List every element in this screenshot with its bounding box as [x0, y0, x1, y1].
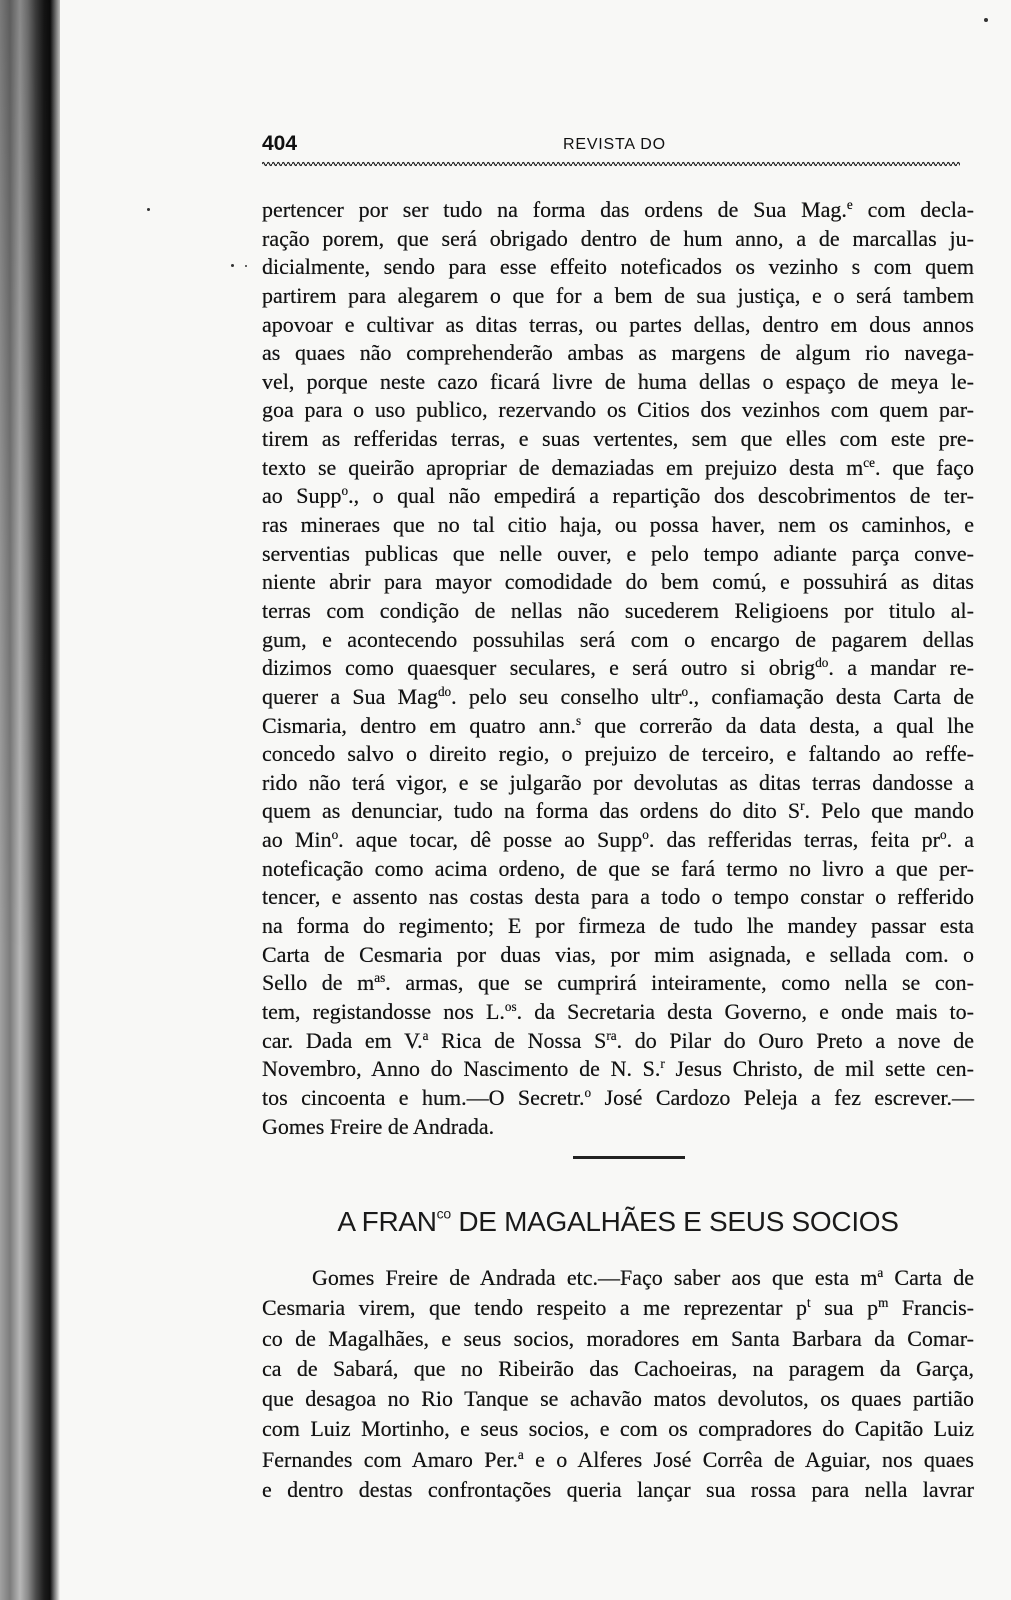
text-line [262, 196, 974, 225]
text-run: partirem para alegarem o que for a bem de sua justiça, e o será tambem [262, 282, 974, 308]
text-run: ração porem, que será obrigado dentro de hum anno, a de marcallas ju- [262, 225, 974, 251]
text-run: . que faço [874, 454, 974, 480]
superscript-abbreviation: o [642, 827, 649, 843]
superscript-abbreviation: os [504, 999, 517, 1015]
text-run: na forma do regimento; E por firmeza de tudo lhe mandey passar esta [262, 913, 974, 939]
text-line [262, 253, 974, 282]
text-run: Jesus Christo, de mil sette cen- [664, 1056, 974, 1082]
text-line [262, 1263, 974, 1293]
text-run: pertencer por ser tudo na forma das ordens de Sua Mag. [262, 197, 847, 222]
superscript-abbreviation: do [437, 683, 452, 699]
text-line [262, 855, 974, 884]
superscript-abbreviation: ce [863, 454, 875, 470]
text-line [262, 1324, 974, 1354]
scan-speck [984, 18, 988, 22]
text-line [262, 1055, 974, 1084]
text-run: . do Pilar do Ouro Preto a nove de [616, 1027, 975, 1053]
text-run: . a mandar re- [828, 655, 975, 681]
paragraph-1 [262, 196, 974, 1141]
text-run: serventias publicas que nelle ouver, e pelo tempo adiante parça conve- [262, 540, 974, 566]
text-run: Carta de [883, 1265, 974, 1290]
text-line [262, 540, 974, 569]
superscript-abbreviation: o [584, 1084, 592, 1100]
text-run: tirem as refferidas terras, e suas vertentes, sem que elles com este pre- [262, 426, 974, 452]
text-line [262, 339, 974, 368]
text-line [262, 282, 974, 311]
text-run: dicialmente, sendo para esse effeito noteficados os vezinho s com quem [262, 254, 974, 280]
text-run: rido não terá vigor, e se julgarão por devolutas as ditas terras dandosse a [262, 769, 974, 795]
text-line [262, 454, 974, 483]
text-line [262, 740, 974, 769]
superscript-abbreviation: do [815, 655, 829, 671]
superscript-abbreviation: as [374, 970, 386, 986]
text-line [262, 998, 974, 1027]
text-run: Gomes Freire de Andrada. [262, 1113, 495, 1139]
text-line [262, 1084, 974, 1113]
superscript-abbreviation: s [576, 712, 582, 728]
superscript-abbreviation: a [422, 1027, 429, 1043]
text-run: que correrão da data desta, a qual lhe [581, 712, 974, 738]
text-line [262, 826, 974, 855]
text-run: Novembro, Anno do Nascimento de N. S. [262, 1056, 661, 1082]
text-run: ., confiamação desta Carta de [688, 683, 974, 709]
text-run: . pelo seu conselho ultr [451, 683, 682, 709]
text-run: . aque tocar, dê posse ao Supp [338, 827, 643, 853]
text-run: gum, e acontecendo possuhilas será com o encargo de pagarem dellas [262, 626, 974, 652]
text-run: com decla- [852, 197, 974, 222]
text-line [262, 626, 974, 655]
text-run: vel, porque neste cazo ficará livre de huma dellas o espaço de meya le- [262, 368, 974, 394]
scan-speck [245, 265, 247, 267]
text-run: querer a Sua Mag [262, 683, 438, 709]
scan-speck [147, 208, 150, 211]
paragraph-2 [262, 1263, 974, 1505]
text-line [262, 1293, 974, 1323]
text-line [262, 396, 974, 425]
text-run: . a [946, 827, 974, 853]
text-line [262, 1113, 974, 1142]
text-run: Cesmaria virem, que tendo respeito a me reprezentar p [262, 1295, 808, 1321]
superscript-abbreviation: o [331, 827, 339, 843]
text-line [262, 568, 974, 597]
text-line [262, 368, 974, 397]
text-run: Cismaria, dentro em quatro ann. [262, 712, 577, 738]
text-run: Francis- [888, 1295, 975, 1321]
section-separator-rule [573, 1156, 685, 1159]
text-run: . Pelo que mando [804, 798, 974, 824]
superscript-abbreviation: e [846, 197, 853, 213]
text-run: car. Dada em V. [262, 1027, 423, 1053]
text-run: ao Min [262, 827, 332, 853]
text-run: A FRAN [337, 1206, 437, 1237]
text-run: ras mineraes que no tal citio haja, ou possa haver, nem os caminhos, e [262, 512, 974, 538]
running-header [262, 130, 962, 158]
superscript-abbreviation: ra [606, 1027, 617, 1043]
text-run: niente abrir para mayor comodidade do bem comú, e possuhirá as ditas [262, 569, 974, 595]
text-line [262, 797, 974, 826]
text-run: as quaes não comprehenderão ambas as margens de algum rio navega- [262, 340, 974, 366]
text-run: dizimos como quaesquer seculares, e será outro si obrig [262, 655, 816, 681]
text-line [262, 482, 974, 511]
text-line [262, 912, 974, 941]
text-line [262, 712, 974, 741]
text-line [262, 654, 974, 683]
text-line [262, 311, 974, 340]
text-line [262, 969, 974, 998]
text-run: goa para o uso publico, rezervando os Citios dos vezinhos com quem par- [262, 397, 974, 423]
text-run: concedo salvo o direito regio, o prejuizo de terceiro, e faltando ao reffe- [262, 741, 974, 767]
text-line [262, 769, 974, 798]
superscript-abbreviation: o [681, 683, 689, 699]
text-line [262, 1384, 974, 1414]
text-run: apovoar e cultivar as ditas terras, ou partes dellas, dentro em dous annos [262, 311, 974, 337]
text-run: texto se queirão apropriar de demaziadas em prejuizo desta m [262, 454, 864, 480]
text-line [262, 425, 974, 454]
superscript-abbreviation: o [939, 827, 947, 843]
text-run: . das refferidas terras, feita pr [648, 827, 940, 853]
text-run: tos cincoenta e hum.—O Secretr. [262, 1084, 585, 1110]
superscript-abbreviation: co [436, 1205, 451, 1222]
superscript-abbreviation: m [878, 1295, 889, 1311]
text-run: Rica de Nossa S [428, 1027, 607, 1053]
superscript-abbreviation: t [807, 1295, 811, 1311]
text-run: Carta de Cesmaria por duas vias, por mim asignada, e sellada com. o [262, 941, 974, 967]
superscript-abbreviation: r [800, 798, 805, 814]
superscript-abbreviation: r [660, 1056, 665, 1072]
binding-shadow-overlay [0, 0, 60, 1600]
text-run: noteficação como acima ordeno, de que se fará termo no livro a que per- [262, 855, 974, 881]
text-run: com Luiz Mortinho, e seus socios, e com os compradores do Capitão Luiz [262, 1416, 974, 1442]
text-run: e dentro destas confrontações queria lançar sua rossa para nella lavrar [262, 1477, 974, 1503]
text-line [262, 1354, 974, 1384]
text-run: . da Secretaria desta Governo, e onde mais to- [516, 998, 974, 1024]
text-run: sua p [810, 1295, 879, 1321]
text-run: e o Alferes José Corrêa de Aguiar, nos quaes [523, 1446, 974, 1472]
text-run: ca de Sabará, que no Ribeirão das Cachoeiras, na paragem da Garça, [262, 1355, 974, 1381]
text-run: tencer, e assento nas costas desta para a todo o tempo constar o refferido [262, 884, 974, 910]
text-run: terras com condição de nellas não sucederem Religioens por titulo al- [262, 597, 974, 623]
superscript-abbreviation: a [517, 1446, 524, 1462]
page-number: 404 [262, 132, 298, 155]
text-line [262, 683, 974, 712]
text-run: Sello de m [262, 970, 375, 996]
text-run: Fernandes com Amaro Per. [262, 1446, 518, 1472]
running-title: REVISTA DO [563, 136, 666, 153]
text-run: Gomes Freire de Andrada etc.—Faço saber aos que esta m [312, 1265, 878, 1290]
text-run: ., o qual não empedirá a repartição dos descobrimentos de ter- [348, 483, 975, 509]
scan-speck [231, 264, 234, 267]
text-run: DE MAGALHÃES E SEUS SOCIOS [450, 1206, 899, 1237]
text-run: quem as denunciar, tudo na forma das ordens do dito S [262, 798, 801, 824]
text-run: . armas, que se cumprirá inteiramente, como nella se con- [385, 970, 974, 996]
header-wavy-rule [262, 160, 960, 168]
text-line [262, 511, 974, 540]
text-line [262, 1475, 974, 1505]
superscript-abbreviation: o [341, 483, 349, 499]
text-run: tem, registandosse nos L. [262, 998, 505, 1024]
text-line [262, 1445, 974, 1475]
text-line [262, 1414, 974, 1444]
text-run: co de Magalhães, e seus socios, moradores em Santa Barbara da Comar- [262, 1325, 974, 1351]
superscript-abbreviation: a [877, 1265, 884, 1281]
text-run: José Cardozo Peleja a fez escrever.— [591, 1084, 974, 1110]
text-line [262, 1027, 974, 1056]
text-line [262, 883, 974, 912]
text-run: ao Supp [262, 483, 342, 509]
section-title [262, 1204, 974, 1240]
text-line [262, 597, 974, 626]
text-run: que desagoa no Rio Tanque se achavão matos devolutos, os quaes partião [262, 1386, 974, 1412]
text-line [262, 225, 974, 254]
text-line [262, 941, 974, 970]
